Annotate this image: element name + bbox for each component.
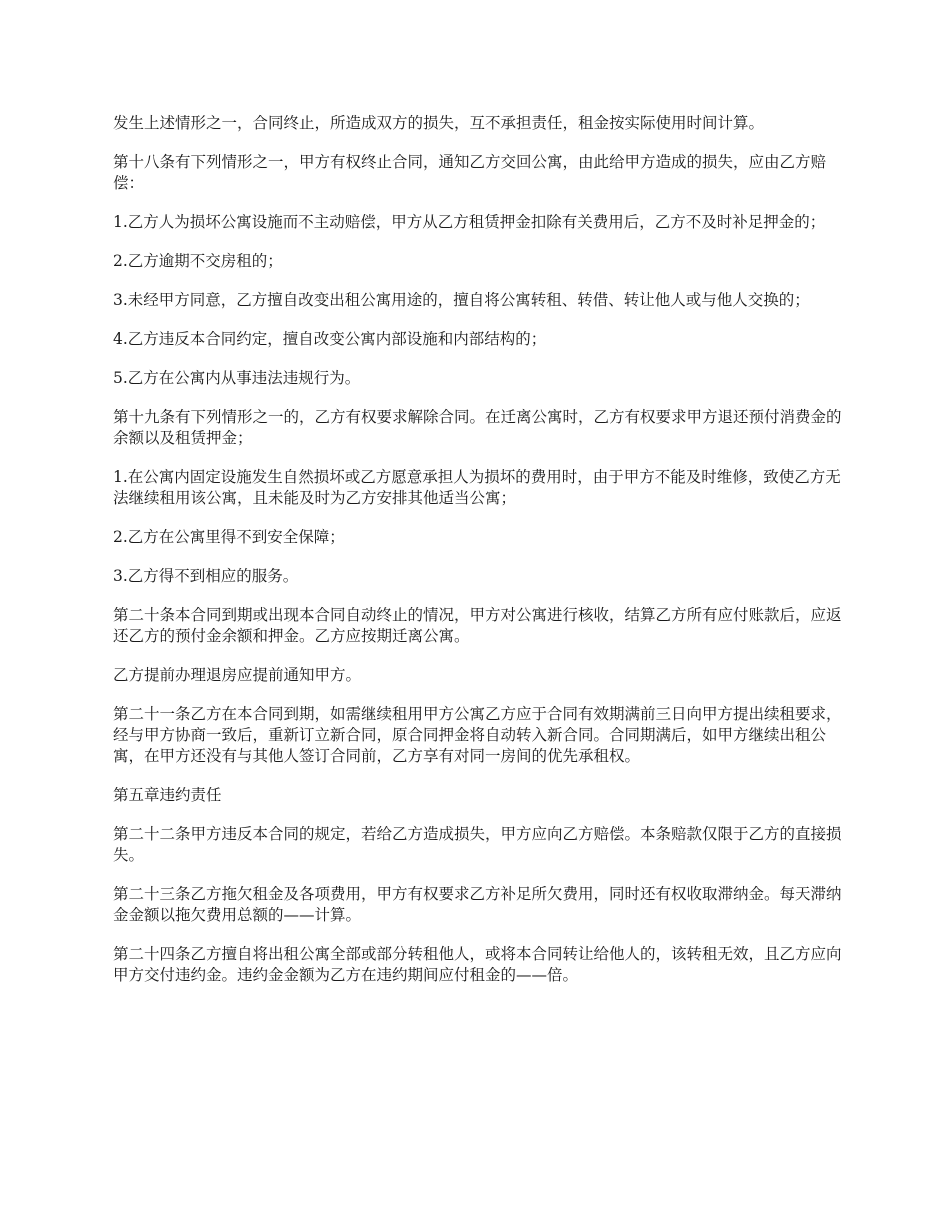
- paragraph-article-24: 第二十四条乙方擅自将出租公寓全部或部分转租他人，或将本合同转让给他人的，该转租无效，且乙方应向甲方交付违约金。违约金金额为乙方在违约期间应付租金的——倍。: [113, 945, 842, 984]
- paragraph-article-19: 第十九条有下列情形之一的，乙方有权要求解除合同。在迁离公寓时，乙方有权要求甲方退还预付消费金的余额以及租赁押金；: [113, 408, 842, 447]
- paragraph-article-18-item-1: 1.乙方人为损坏公寓设施而不主动赔偿，甲方从乙方租赁押金扣除有关费用后，乙方不及时补足押金的；: [113, 213, 826, 231]
- paragraph-article-21: 第二十一条乙方在本合同到期，如需继续租用甲方公寓乙方应于合同有效期满前三日向甲方提出续租要求，经与甲方协商一致后，重新订立新合同，原合同押金将自动转入新合同。合同期满后，如甲方继续出租公寓，在甲方还没有与其他人签订合同前，乙方享有对同一房间的优先承租权。: [113, 705, 842, 765]
- paragraph-article-18-item-3: 3.未经甲方同意，乙方擅自改变出租公寓用途的，擅自将公寓转租、转借、转让他人或与他人交换的；: [113, 291, 810, 309]
- chapter-5-heading: 第五章违约责任: [113, 786, 222, 804]
- paragraph-article-23: 第二十三条乙方拖欠租金及各项费用，甲方有权要求乙方补足所欠费用，同时还有权收取滞纳金。每天滞纳金金额以拖欠费用总额的——计算。: [113, 885, 842, 924]
- document-body: [113, 113, 843, 1004]
- paragraph-early-checkout: 乙方提前办理退房应提前通知甲方。: [113, 666, 362, 684]
- paragraph-article-20: 第二十条本合同到期或出现本合同自动终止的情况，甲方对公寓进行核收，结算乙方所有应付账款后，应返还乙方的预付金余额和押金。乙方应按期迁离公寓。: [113, 606, 842, 645]
- paragraph-article-19-item-1: 1.在公寓内固定设施发生自然损坏或乙方愿意承担人为损坏的费用时，由于甲方不能及时维修，致使乙方无法继续租用该公寓，且未能及时为乙方安排其他适当公寓；: [113, 468, 841, 507]
- paragraph-article-18: 第十八条有下列情形之一，甲方有权终止合同，通知乙方交回公寓，由此给甲方造成的损失，应由乙方赔偿：: [113, 153, 827, 192]
- paragraph-article-18-item-5: 5.乙方在公寓内从事违法违规行为。: [113, 369, 361, 387]
- paragraph-article-19-item-2: 2.乙方在公寓里得不到安全保障；: [113, 528, 345, 546]
- paragraph-article-19-item-3: 3.乙方得不到相应的服务。: [113, 567, 299, 585]
- paragraph-article-22: 第二十二条甲方违反本合同的规定，若给乙方造成损失，甲方应向乙方赔偿。本条赔款仅限于乙方的直接损失。: [113, 825, 842, 864]
- paragraph-termination-no-liability: 发生上述情形之一，合同终止，所造成双方的损失，互不承担责任，租金按实际使用时间计算。: [113, 114, 765, 132]
- paragraph-article-18-item-2: 2.乙方逾期不交房租的；: [113, 252, 283, 270]
- paragraph-article-18-item-4: 4.乙方违反本合同约定，擅自改变公寓内部设施和内部结构的；: [113, 330, 547, 348]
